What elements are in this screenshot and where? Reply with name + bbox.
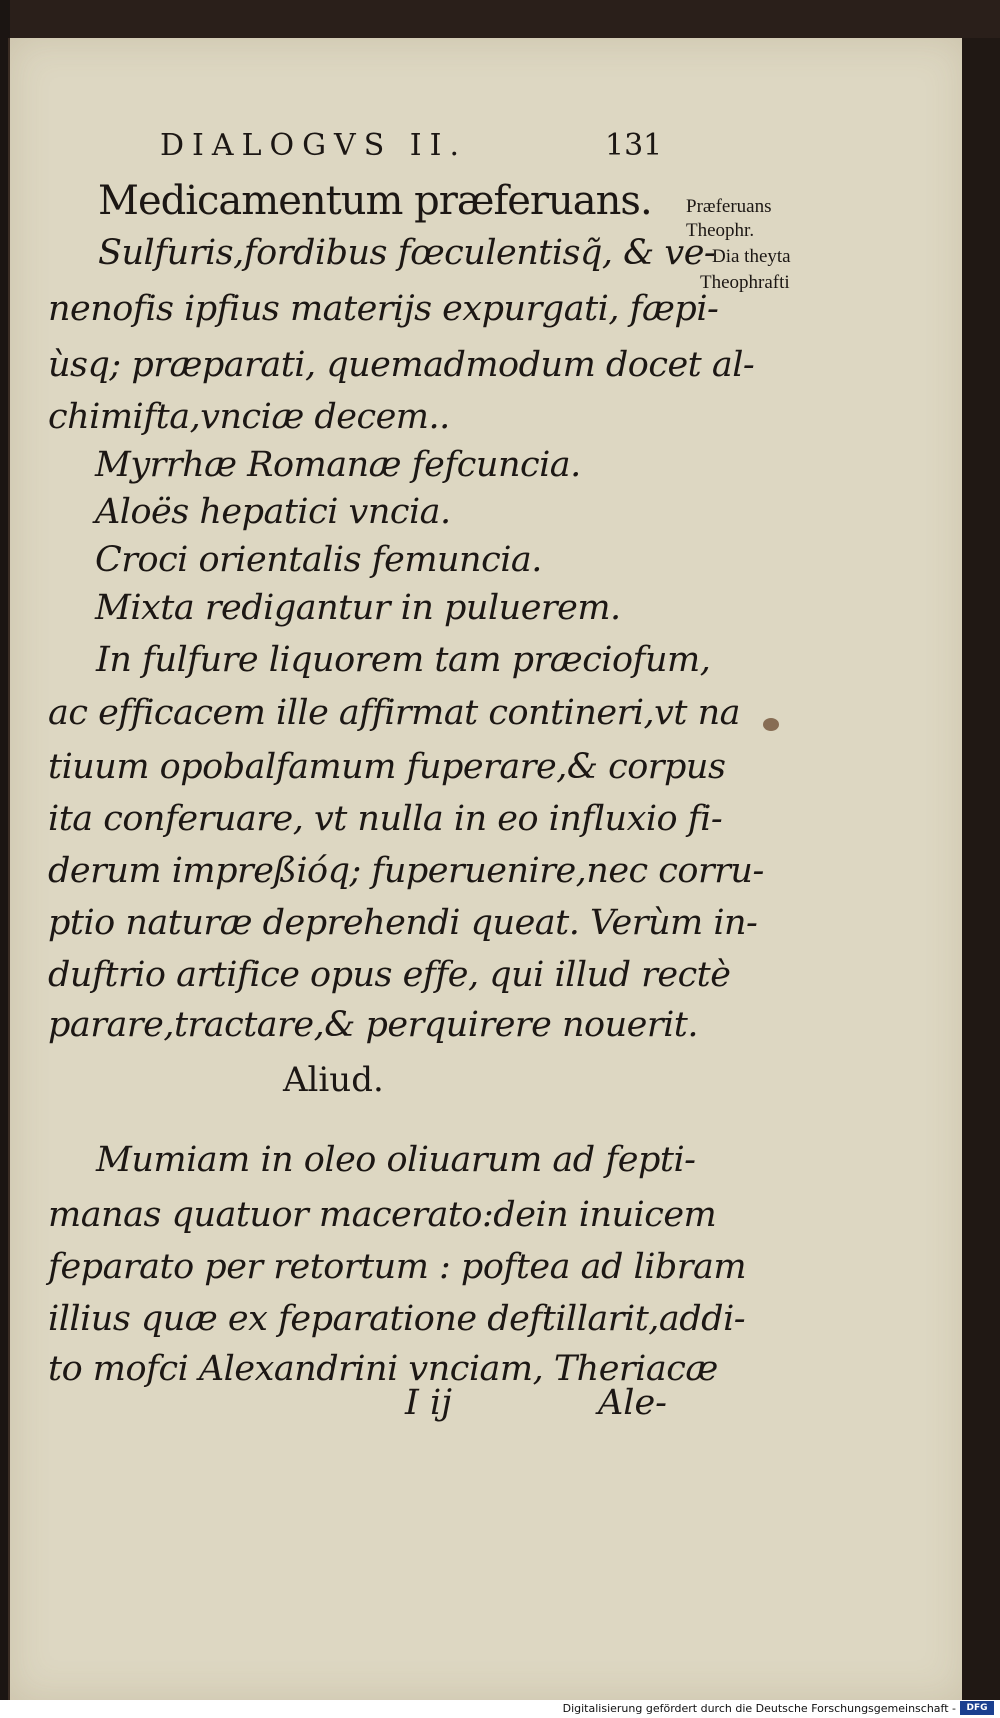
footer-credit: Digitalisierung gefördert durch die Deutsche Forschungsgemeinschaft - bbox=[562, 1702, 956, 1715]
signature-mark: I ij bbox=[405, 1383, 452, 1423]
margin-note: Theophr. bbox=[686, 220, 755, 241]
text-line: tiuum opobalfamum fuperare,& corpus bbox=[48, 747, 726, 787]
subheading: Aliud. bbox=[283, 1060, 384, 1100]
text-line: In fulfure liquorem tam præciofum, bbox=[96, 640, 711, 680]
text-line: Mixta redigantur in puluerem. bbox=[95, 588, 621, 628]
text-line: illius quæ ex feparatione deftillarit,addi- bbox=[48, 1299, 746, 1339]
scan-right-edge bbox=[962, 38, 1000, 1700]
text-line: Croci orientalis femuncia. bbox=[95, 540, 542, 580]
running-head: DIALOGVS II. bbox=[160, 128, 468, 163]
text-line: feparato per retortum : poftea ad libram bbox=[48, 1247, 747, 1287]
text-line: to mofci Alexandrini vnciam, Theriacæ bbox=[48, 1349, 718, 1389]
text-line: nenofis ipfius materijs expurgati, fæpi- bbox=[48, 289, 719, 329]
text-line: parare,tractare,& perquirere nouerit. bbox=[48, 1005, 698, 1045]
text-line: ptio naturæ deprehendi queat. Verùm in- bbox=[48, 903, 758, 943]
margin-note: Theophrafti bbox=[700, 272, 790, 293]
dfg-logo-icon: DFG bbox=[960, 1701, 994, 1715]
catchword: Ale- bbox=[598, 1383, 668, 1423]
section-heading: Medicamentum præferuans. bbox=[98, 178, 652, 224]
text-line: ita conferuare, vt nulla in eo influxio fi- bbox=[48, 799, 723, 839]
text-line: ùsq; præparati, quemadmodum docet al- bbox=[48, 345, 755, 385]
text-line: Aloës hepatici vncia. bbox=[95, 492, 451, 532]
text-line: Sulfuris,fordibus fœculentisq̃, & ve- bbox=[98, 233, 716, 273]
margin-note: Dia theyta bbox=[712, 246, 791, 267]
text-line: Mumiam in oleo oliuarum ad fepti- bbox=[96, 1140, 696, 1180]
text-line: ac efficacem ille affirmat contineri,vt na bbox=[48, 693, 741, 733]
page-number: 131 bbox=[605, 128, 663, 163]
ink-stain bbox=[763, 718, 779, 731]
text-line: chimifta,vnciæ decem.. bbox=[48, 397, 450, 437]
margin-note: Præferuans bbox=[686, 196, 772, 217]
text-line: Myrrhæ Romanæ fefcuncia. bbox=[95, 445, 581, 485]
text-line: duftrio artifice opus effe, qui illud rectè bbox=[48, 955, 731, 995]
text-line: manas quatuor macerato:dein inuicem bbox=[48, 1195, 717, 1235]
text-line: derum impreßióq; fuperuenire,nec corru- bbox=[48, 851, 764, 891]
